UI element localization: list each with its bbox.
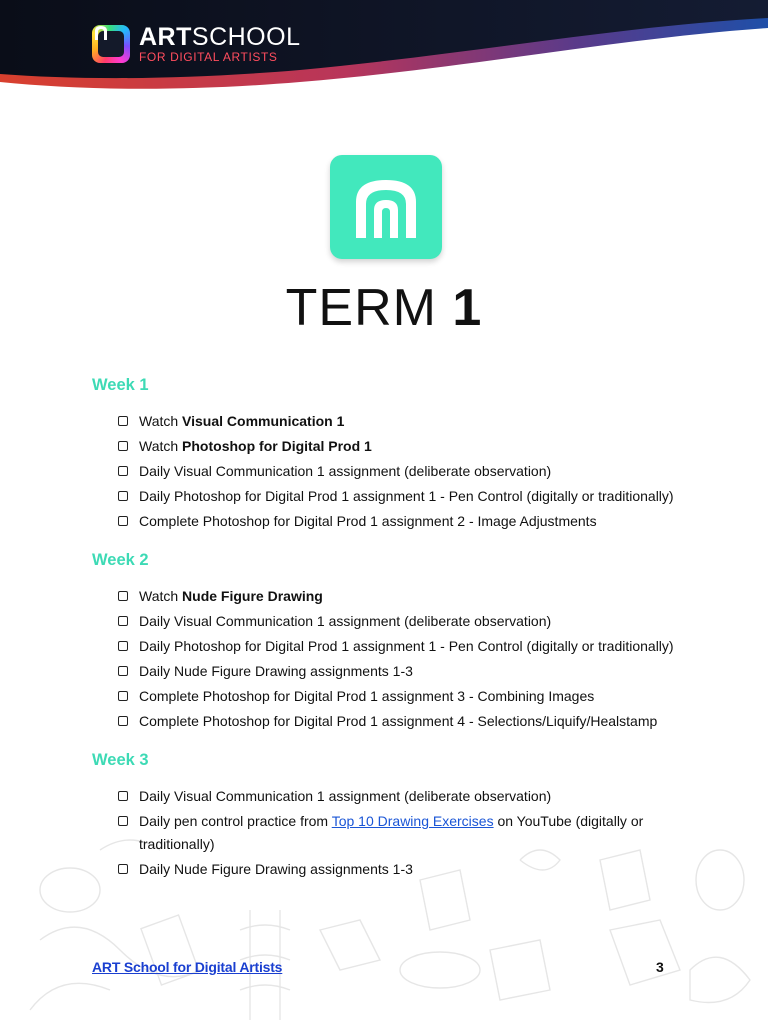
task-item: Watch Nude Figure Drawing bbox=[118, 585, 692, 608]
arch-icon bbox=[352, 176, 420, 238]
page-title: TERM 1 bbox=[285, 279, 483, 337]
week-3-section bbox=[92, 751, 692, 881]
task-item: Daily Visual Communication 1 assignment (deliberate observation) bbox=[118, 610, 692, 633]
checkbox[interactable] bbox=[118, 516, 128, 526]
task-item: Daily pen control practice from Top 10 Drawing Exercises on YouTube (digitally or traditionally) bbox=[118, 810, 692, 856]
task-item: Watch Photoshop for Digital Prod 1 bbox=[118, 435, 692, 458]
week-2-section bbox=[92, 551, 692, 733]
week-title: Week 2 bbox=[92, 551, 149, 569]
checkbox[interactable] bbox=[118, 716, 128, 726]
artschool-logo-icon bbox=[92, 25, 130, 63]
checkbox[interactable] bbox=[118, 591, 128, 601]
logo-subtitle: FOR DIGITAL ARTISTS bbox=[139, 50, 278, 64]
logo-title: ARTSCHOOL bbox=[139, 23, 301, 51]
page-number: 3 bbox=[656, 959, 664, 975]
task-item: Daily Photoshop for Digital Prod 1 assignment 1 - Pen Control (digitally or traditionally) bbox=[118, 485, 692, 508]
task-item: Watch Visual Communication 1 bbox=[118, 410, 692, 433]
footer-site-link[interactable]: ART School for Digital Artists bbox=[92, 959, 283, 975]
task-item: Complete Photoshop for Digital Prod 1 assignment 3 - Combining Images bbox=[118, 685, 692, 708]
task-item: Daily Photoshop for Digital Prod 1 assignment 1 - Pen Control (digitally or traditionally) bbox=[118, 635, 692, 658]
task-item: Complete Photoshop for Digital Prod 1 assignment 2 - Image Adjustments bbox=[118, 510, 692, 533]
checkbox[interactable] bbox=[118, 666, 128, 676]
checkbox[interactable] bbox=[118, 816, 128, 826]
weeks-content bbox=[92, 376, 692, 883]
term-app-icon bbox=[330, 155, 442, 259]
week-title: Week 1 bbox=[92, 376, 149, 394]
header-banner bbox=[0, 0, 768, 100]
checkbox[interactable] bbox=[118, 491, 128, 501]
artschool-logo[interactable] bbox=[92, 24, 300, 64]
task-item: Daily Nude Figure Drawing assignments 1-3 bbox=[118, 660, 692, 683]
week-title: Week 3 bbox=[92, 751, 149, 769]
week-1-section bbox=[92, 376, 692, 533]
task-item: Daily Nude Figure Drawing assignments 1-3 bbox=[118, 858, 692, 881]
checkbox[interactable] bbox=[118, 616, 128, 626]
checkbox[interactable] bbox=[118, 466, 128, 476]
task-item: Daily Visual Communication 1 assignment (deliberate observation) bbox=[118, 460, 692, 483]
checkbox[interactable] bbox=[118, 791, 128, 801]
checkbox[interactable] bbox=[118, 864, 128, 874]
checkbox[interactable] bbox=[118, 441, 128, 451]
checkbox[interactable] bbox=[118, 641, 128, 651]
top-10-drawing-exercises-link[interactable]: Top 10 Drawing Exercises bbox=[331, 813, 494, 829]
checkbox[interactable] bbox=[118, 416, 128, 426]
task-item: Daily Visual Communication 1 assignment (deliberate observation) bbox=[118, 785, 692, 808]
checkbox[interactable] bbox=[118, 691, 128, 701]
task-item: Complete Photoshop for Digital Prod 1 assignment 4 - Selections/Liquify/Healstamp bbox=[118, 710, 692, 733]
